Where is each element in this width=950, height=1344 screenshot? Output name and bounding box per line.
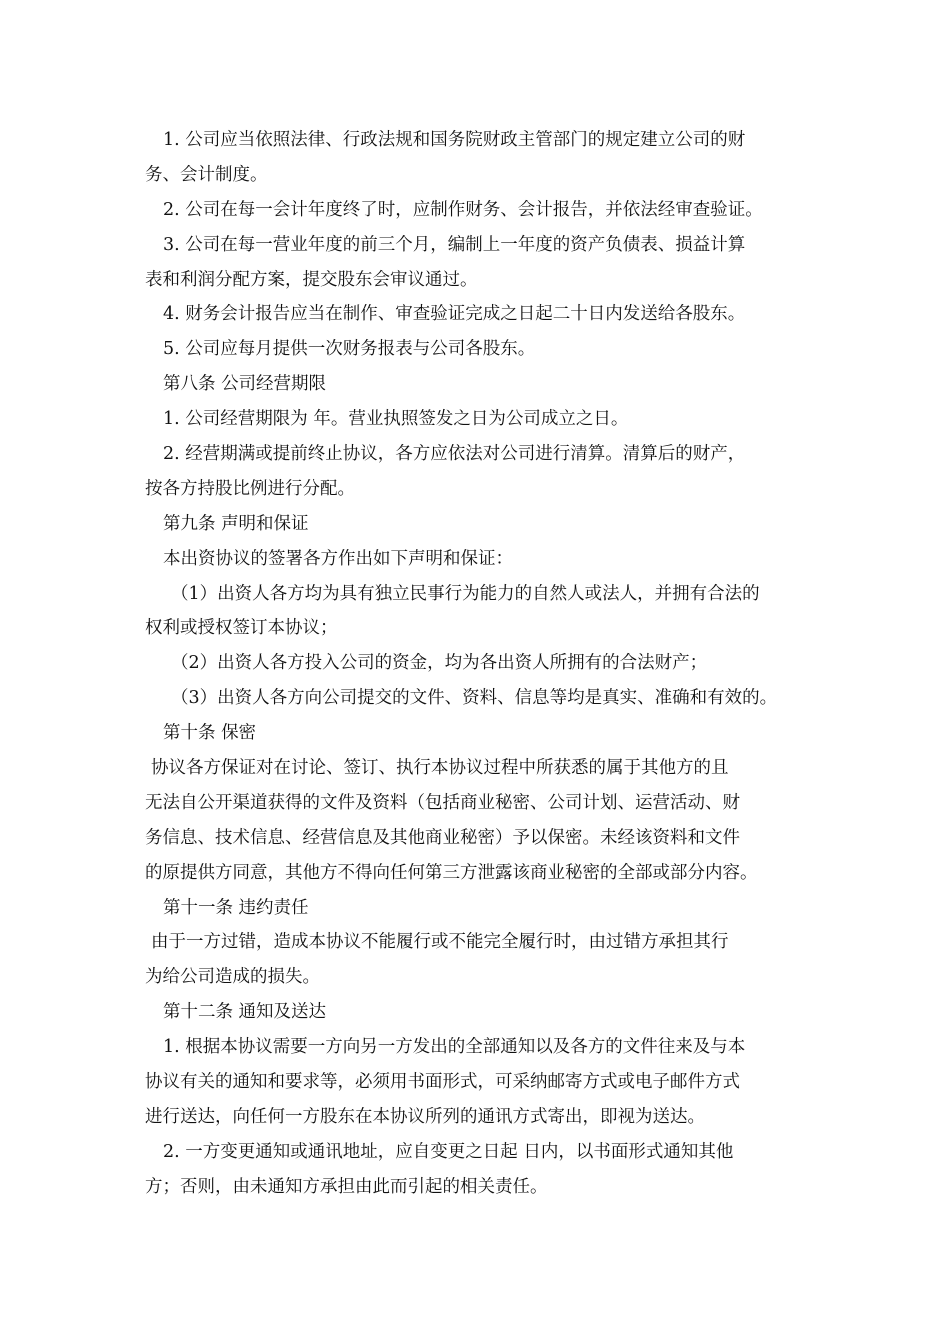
clause-9-item-1-line-2: 权利或授权签订本协议； xyxy=(145,618,338,639)
clause-10-text-line-2: 无法自公开渠道获得的文件及资料（包括商业秘密、公司计划、运营活动、财 xyxy=(145,792,740,813)
clause-7-item-3-line-2: 表和利润分配方案，提交股东会审议通过。 xyxy=(145,269,478,290)
clause-9-item-2: （2）出资人各方投入公司的资金，均为各出资人所拥有的合法财产； xyxy=(171,653,708,674)
clause-10-text-line-1: 协议各方保证对在讨论、签订、执行本协议过程中所获悉的属于其他方的且 xyxy=(151,758,729,779)
clause-7-item-4: 4. 财务会计报告应当在制作、审查验证完成之日起二十日内发送给各股东。 xyxy=(163,304,746,325)
document-body xyxy=(145,123,825,1205)
clause-12-item-1-line-1: 1. 根据本协议需要一方向另一方发出的全部通知以及各方的文件往来及与本 xyxy=(163,1037,746,1058)
clause-9-heading: 第九条 声明和保证 xyxy=(163,513,309,534)
clause-7-item-1-line-2: 务、会计制度。 xyxy=(145,164,268,185)
clause-11-text-line-2: 为给公司造成的损失。 xyxy=(145,967,320,988)
clause-8-item-2-line-2: 按各方持股比例进行分配。 xyxy=(145,478,355,499)
clause-8-item-1: 1. 公司经营期限为 年。营业执照签发之日为公司成立之日。 xyxy=(163,409,629,430)
clause-7-item-5: 5. 公司应每月提供一次财务报表与公司各股东。 xyxy=(163,339,536,360)
clause-7-item-2: 2. 公司在每一会计年度终了时，应制作财务、会计报告，并依法经审查验证。 xyxy=(163,199,763,220)
clause-9-intro: 本出资协议的签署各方作出如下声明和保证： xyxy=(163,548,513,569)
clause-7-item-3-line-1: 3. 公司在每一营业年度的前三个月，编制上一年度的资产负债表、损益计算 xyxy=(163,234,746,255)
clause-7-item-1-line-1: 1. 公司应当依照法律、行政法规和国务院财政主管部门的规定建立公司的财 xyxy=(163,130,746,150)
clause-12-item-2-line-1: 2. 一方变更通知或通讯地址，应自变更之日起 日内，以书面形式通知其他 xyxy=(163,1141,734,1162)
clause-10-text-line-4: 的原提供方同意，其他方不得向任何第三方泄露该商业秘密的全部或部分内容。 xyxy=(145,862,758,883)
clause-12-item-2-line-2: 方；否则，由未通知方承担由此而引起的相关责任。 xyxy=(145,1176,548,1197)
clause-8-heading: 第八条 公司经营期限 xyxy=(163,374,327,395)
clause-9-item-1-line-1: （1）出资人各方均为具有独立民事行为能力的自然人或法人，并拥有合法的 xyxy=(171,583,760,604)
clause-8-item-2-line-1: 2. 经营期满或提前终止协议，各方应依法对公司进行清算。清算后的财产， xyxy=(163,444,746,465)
clause-11-heading: 第十一条 违约责任 xyxy=(163,897,309,918)
clause-10-text-line-3: 务信息、技术信息、经营信息及其他商业秘密）予以保密。未经该资料和文件 xyxy=(145,827,740,848)
clause-10-heading: 第十条 保密 xyxy=(163,723,257,744)
clause-9-item-3: （3）出资人各方向公司提交的文件、资料、信息等均是真实、准确和有效的。 xyxy=(171,688,778,709)
clause-12-item-1-line-3: 进行送达，向任何一方股东在本协议所列的通讯方式寄出，即视为送达。 xyxy=(145,1106,705,1127)
clause-12-heading: 第十二条 通知及送达 xyxy=(163,1002,327,1023)
clause-11-text-line-1: 由于一方过错，造成本协议不能履行或不能完全履行时，由过错方承担其行 xyxy=(151,932,729,953)
clause-12-item-1-line-2: 协议有关的通知和要求等，必须用书面形式，可采纳邮寄方式或电子邮件方式 xyxy=(145,1072,740,1093)
